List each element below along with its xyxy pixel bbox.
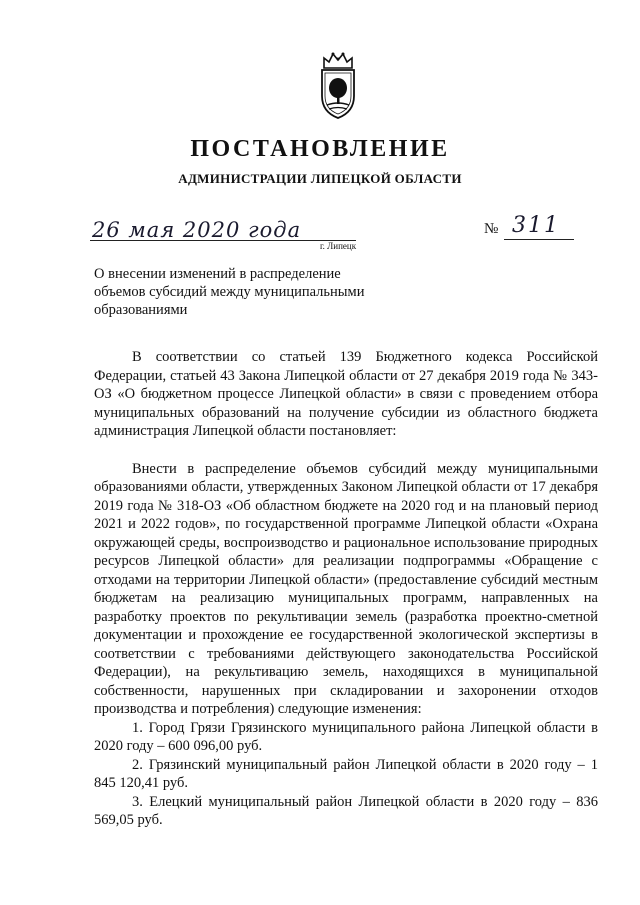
decision-paragraph: Внести в распределение объемов субсидий между муниципальными образованиями области, утвержденных Законом Липецкой области от 17 декабря 2019 года № 318-ОЗ «Об областном бюджете на 2020 год и на плановый период 2021 и 2022 годов», по государственной программе Липецкой области «Охрана окружающей среды, воспроизводство и рациональное использование природных ресурсов Липецкой области» для реализации подпрограммы «Обращение с отходами на территории Липецкой области» (предоставление субсидий местным бюджетам на реализацию муниципальных программ, направленных на разработку проектов по рекультивации земель (разработка проектно-сметной документации и прохождение ее государственной экологической экспертизы в соответствии с требованиями действующего законодательства Российской Федерации), на рекультивацию земель, находящихся в муниципальной собственности, нарушенных при складировании и захоронении отходов производства и потребления) следующие изменения:	[94, 460, 598, 717]
lipetsk-coat-of-arms-icon	[316, 50, 360, 120]
list-item: 1. Город Грязи Грязинского муниципального района Липецкой области в 2020 году – 600 096,00 руб.	[94, 719, 598, 754]
document-body	[94, 348, 598, 830]
date-underline	[90, 240, 356, 241]
subject-line: О внесении изменений в распределение	[94, 266, 341, 282]
handwritten-date: 26 мая 2020 года	[92, 218, 302, 242]
number-underline	[504, 239, 574, 240]
subject-line: образованиями	[94, 302, 188, 318]
document-subtitle: АДМИНИСТРАЦИИ ЛИПЕЦКОЙ ОБЛАСТИ	[178, 171, 462, 186]
subject-block	[94, 265, 394, 319]
preamble-paragraph: В соответствии со статьей 139 Бюджетного кодекса Российской Федерации, статьей 43 Закона Липецкой области от 27 декабря 2019 года № 343-ОЗ «О бюджетном процессе Липецкой области» в связи с проведением отбора муниципальных образований на получение субсидии из областного бюджета администрация Липецкой области постановляет:	[94, 349, 598, 439]
list-item: 2. Грязинский муниципальный район Липецкой области в 2020 году – 1 845 120,41 руб.	[94, 756, 598, 791]
list-item: 3. Елецкий муниципальный район Липецкой области в 2020 году – 836 569,05 руб.	[94, 793, 598, 828]
subject-line: объемов субсидий между муниципальными	[94, 284, 365, 300]
number-label: №	[484, 221, 499, 237]
handwritten-number: 311	[512, 213, 560, 238]
city-label: г. Липецк	[320, 241, 357, 251]
document-title: ПОСТАНОВЛЕНИЕ	[190, 136, 450, 162]
